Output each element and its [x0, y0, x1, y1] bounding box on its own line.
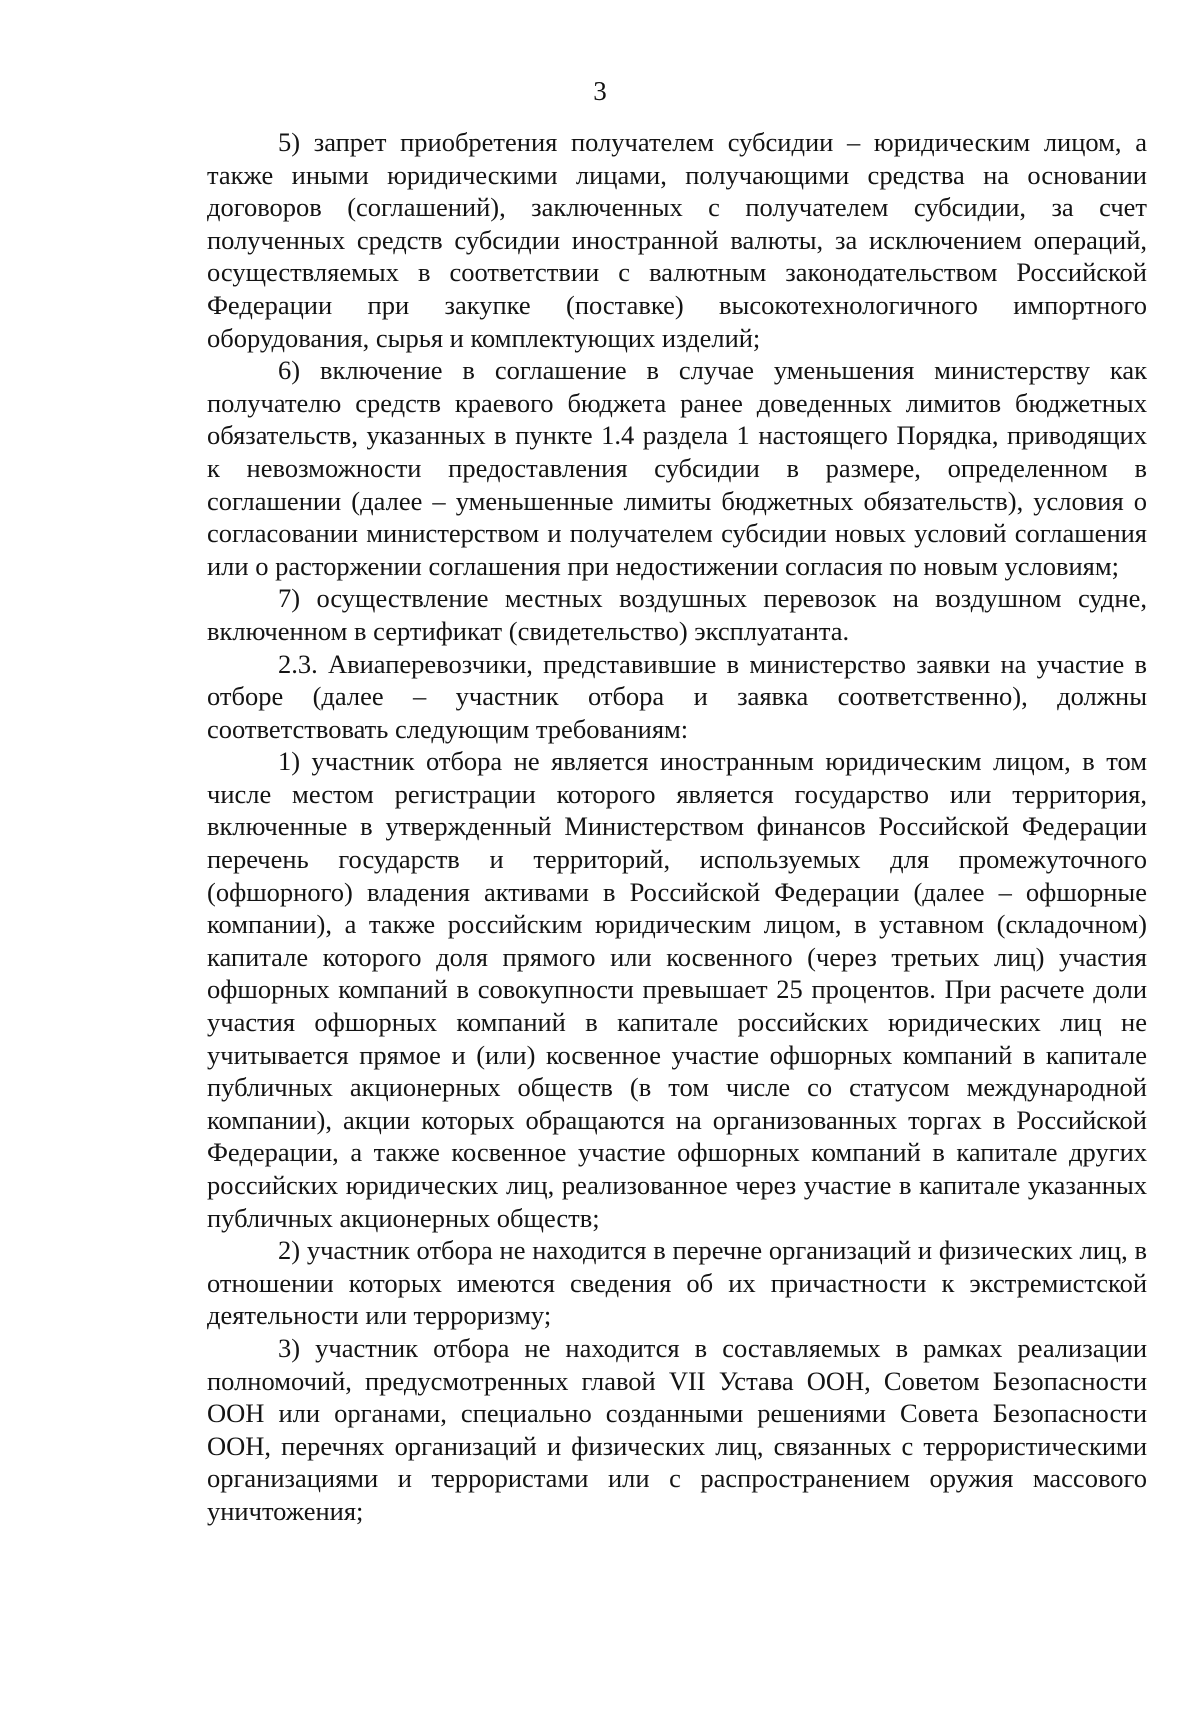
paragraph-item-5: 5) запрет приобретения получателем субсидии – юридическим лицом, а также иными юридическими лицами, получающими средства на основании договоров (соглашений), заключенных с получателем субсидии, за счет полученных средств субсидии иностранной валюты, за исключением операций, осуществляемых в соответствии с валютным законодательством Российской Федерации при закупке (поставке) высокотехнологичного импортного оборудования, сырья и комплектующих изделий; — [207, 127, 1147, 353]
page-number: 3 — [593, 76, 607, 106]
paragraph-section-2-3: 2.3. Авиаперевозчики, представившие в министерство заявки на участие в отборе (далее – участник отбора и заявка соответственно), должны соответствовать следующим требованиям: — [207, 648, 1147, 744]
paragraph-requirement-2: 2) участник отбора не находится в перечне организаций и физических лиц, в отношении которых имеются сведения об их причастности к экстремистской деятельности или терроризму; — [207, 1235, 1147, 1331]
document-body — [207, 126, 1147, 1528]
paragraph-requirement-1: 1) участник отбора не является иностранным юридическим лицом, в том числе местом регистрации которого является государство или территория, включенные в утвержденный Министерством финансов Российской Федерации перечень государств и территорий, используемых для промежуточного (офшорного) владения активами в Российской Федерации (далее – офшорные компании), а также российским юридическим лицом, в уставном (складочном) капитале которого доля прямого или косвенного (через третьих лиц) участия офшорных компаний в совокупности превышает 25 процентов. При расчете доли участия офшорных компаний в капитале российских юридических лиц не учитывается прямое и (или) косвенное участие офшорных компаний в капитале публичных акционерных обществ (в том числе со статусом международной компании), акции которых обращаются на организованных торгах в Российской Федерации, а также косвенное участие офшорных компаний в капитале других российских юридических лиц, реализованное через участие в капитале указанных публичных акционерных обществ; — [207, 746, 1147, 1233]
paragraph-requirement-3: 3) участник отбора не находится в составляемых в рамках реализации полномочий, предусмотренных главой VII Устава ООН, Советом Безопасности ООН или органами, специально созданными решениями Совета Безопасности ООН, перечнях организаций и физических лиц, связанных с террористическими организациями и террористами или с распространением оружия массового уничтожения; — [207, 1332, 1147, 1526]
paragraph-item-7: 7) осуществление местных воздушных перевозок на воздушном судне, включенном в сертификат (свидетельство) эксплуатанта. — [207, 583, 1147, 646]
paragraph-item-6: 6) включение в соглашение в случае уменьшения министерству как получателю средств краевого бюджета ранее доведенных лимитов бюджетных обязательств, указанных в пункте 1.4 раздела 1 настоящего Порядка, приводящих к невозможности предоставления субсидии в размере, определенном в соглашении (далее – уменьшенные лимиты бюджетных обязательств), условия о согласовании министерством и получателем субсидии новых условий соглашения или о расторжении соглашения при недостижении согласия по новым условиям; — [207, 355, 1147, 581]
